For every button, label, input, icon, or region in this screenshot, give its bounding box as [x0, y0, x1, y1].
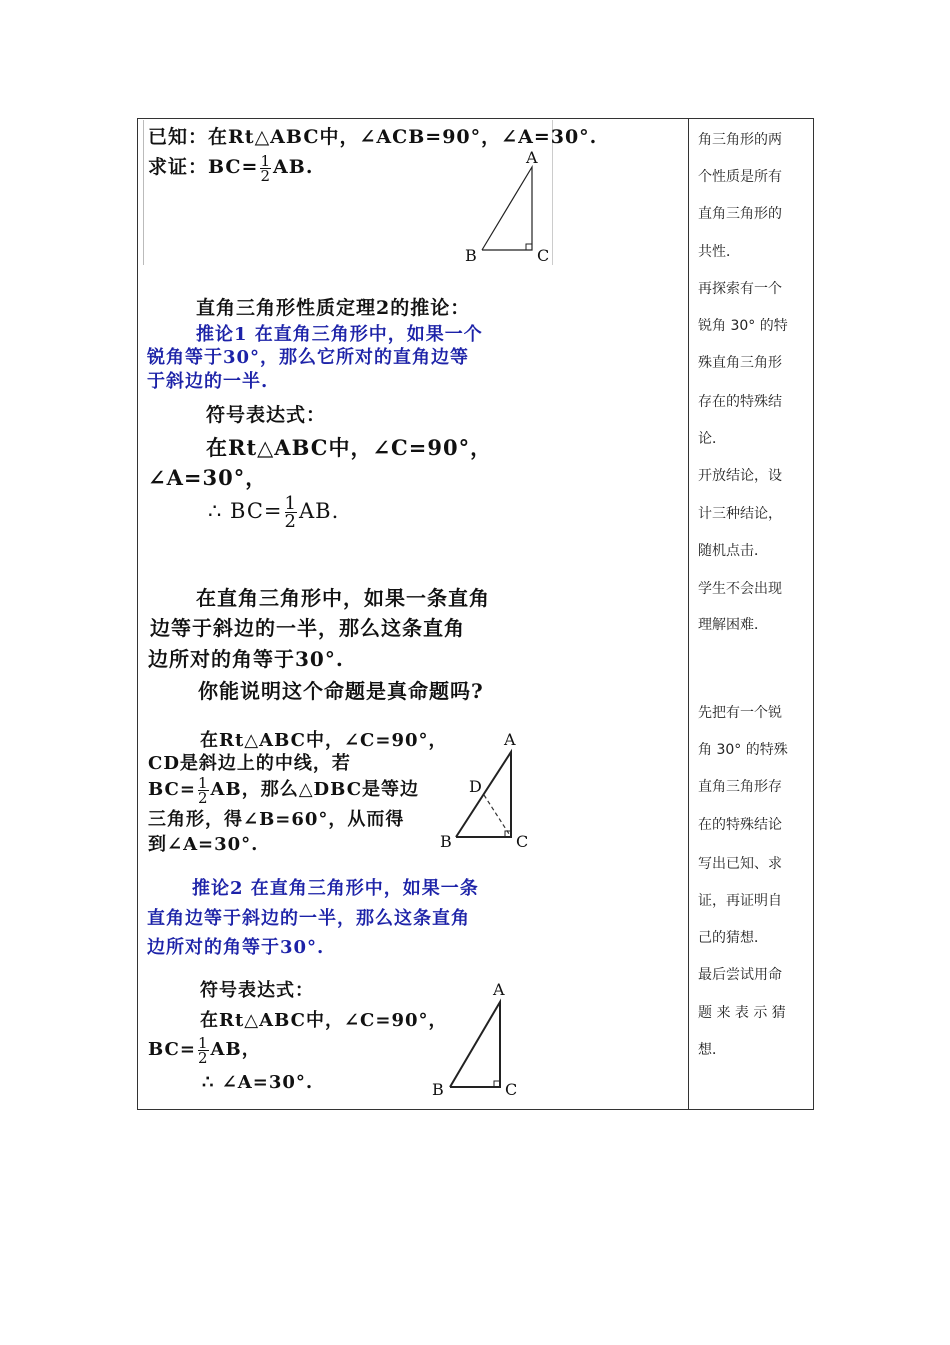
- c1-prefix: ∴ BC=: [208, 499, 283, 523]
- teaching-note-line: 己的猜想．: [698, 930, 768, 946]
- proof-line: 在Rt△ABC中，∠C=90°，: [200, 730, 448, 751]
- c1-conclusion: [208, 495, 339, 530]
- teaching-note-line: 先把有一个锐: [698, 705, 782, 721]
- proof-line: CD是斜边上的中线，若: [148, 753, 351, 774]
- proof-rest: AB，那么△DBC是等边: [210, 779, 420, 800]
- teaching-note-line: 个性质是所有: [698, 169, 782, 185]
- frac-num: 1: [284, 493, 297, 514]
- teaching-note-line: 证，再证明自: [698, 893, 782, 909]
- proof-bc: BC=: [148, 779, 196, 800]
- label-b: B: [440, 832, 452, 851]
- frac-num: 1: [260, 151, 272, 170]
- c2-expr: 在Rt△ABC中，∠C=90°，: [200, 1010, 448, 1031]
- label-b: B: [432, 1080, 444, 1099]
- fraction: [197, 773, 209, 807]
- label-d: D: [469, 777, 482, 796]
- teaching-note-line: 学生不会出现: [698, 581, 782, 597]
- label-a: A: [504, 730, 516, 749]
- corollary1-line: 锐角等于30°，那么它所对的直角边等: [147, 347, 470, 368]
- frac-num: 1: [197, 1033, 209, 1052]
- converse-line: 边所对的角等于30°.: [148, 647, 344, 671]
- triangle-figure-1: [460, 145, 555, 265]
- converse-line: 边等于斜边的一半，那么这条直角: [150, 616, 465, 640]
- triangle-figure-2: [440, 725, 535, 855]
- c2-expr: [148, 1035, 261, 1065]
- fraction: [197, 1033, 209, 1067]
- corollary1-line: 于斜边的一半.: [147, 371, 269, 392]
- teaching-note-line: 随机点击．: [698, 543, 768, 559]
- c1-expr: ∠A=30°，: [148, 465, 268, 490]
- converse-question: 你能说明这个命题是真命题吗?: [198, 679, 484, 703]
- c2-prefix: BC=: [148, 1039, 196, 1060]
- label-c: C: [537, 246, 550, 265]
- frac-den: 2: [197, 788, 209, 807]
- teaching-note-line: 共性．: [698, 244, 740, 260]
- prove-text: [148, 152, 313, 183]
- teaching-note-line: 在的特殊结论: [698, 817, 782, 833]
- c1-expr: 在Rt△ABC中，∠C=90°，: [206, 435, 493, 460]
- label-b: B: [465, 246, 477, 265]
- label-c: C: [505, 1080, 518, 1099]
- frac-num: 1: [197, 773, 209, 792]
- teaching-note-line: 理解困难．: [698, 617, 768, 633]
- teaching-note-line: 写出已知、求: [698, 856, 782, 872]
- corollary2-line: 边所对的角等于30°.: [147, 937, 325, 958]
- teaching-note-line: 角 30° 的特殊: [698, 742, 788, 758]
- label-a: A: [493, 980, 505, 999]
- symbolic-label: 符号表达式：: [206, 404, 327, 426]
- fraction: [260, 151, 272, 185]
- c1-suffix: AB.: [298, 499, 340, 523]
- frac-den: 2: [284, 511, 297, 532]
- given-text: 已知：在Rt△ABC中，∠ACB=90°，∠A=30°.: [148, 126, 598, 148]
- frac-den: 2: [197, 1048, 209, 1067]
- teaching-note-line: 直角三角形存: [698, 779, 782, 795]
- teaching-note-line: 角三角形的两: [698, 132, 782, 148]
- teaching-note-line: 再探索有一个: [698, 281, 782, 297]
- teaching-note-line: 殊直角三角形: [698, 355, 782, 371]
- fraction: [285, 495, 297, 530]
- converse-line: 在直角三角形中，如果一条直角: [196, 586, 490, 610]
- label-c: C: [516, 832, 529, 851]
- corollary2-line: 直角边等于斜边的一半，那么这条直角: [147, 908, 470, 929]
- teaching-note-line: 计三种结论，: [698, 506, 782, 522]
- prove-suffix: AB.: [273, 156, 314, 178]
- frac-den: 2: [260, 166, 272, 185]
- teaching-note-line: 最后尝试用命: [698, 967, 782, 983]
- teaching-note-line: 论．: [698, 431, 726, 447]
- column-divider: [688, 118, 689, 1110]
- c2-suffix: AB，: [210, 1039, 261, 1060]
- label-a: A: [526, 148, 538, 167]
- proof-line: [148, 775, 419, 805]
- prove-prefix: 求证：BC=: [148, 156, 259, 178]
- triangle-figure-3: [430, 975, 525, 1100]
- teaching-note-line: 锐角 30° 的特: [698, 318, 788, 334]
- teaching-note-line: 直角三角形的: [698, 206, 782, 222]
- teaching-note-line: 想．: [698, 1042, 726, 1058]
- corollary-title: 直角三角形性质定理2的推论：: [196, 297, 471, 319]
- proof-line: 到∠A=30°.: [148, 834, 259, 855]
- corollary2-line: 推论2 在直角三角形中，如果一条: [192, 878, 479, 899]
- teaching-note-line: 存在的特殊结: [698, 394, 782, 410]
- proof-line: 三角形，得∠B=60°，从而得: [148, 809, 405, 830]
- c2-conclusion: ∴ ∠A=30°.: [202, 1072, 314, 1093]
- corollary1-line: 推论1 在直角三角形中，如果一个: [196, 324, 483, 345]
- teaching-note-line: 题 来 表 示 猜: [698, 1005, 786, 1021]
- symbolic-label: 符号表达式：: [200, 980, 314, 1001]
- teaching-note-line: 开放结论，设: [698, 468, 782, 484]
